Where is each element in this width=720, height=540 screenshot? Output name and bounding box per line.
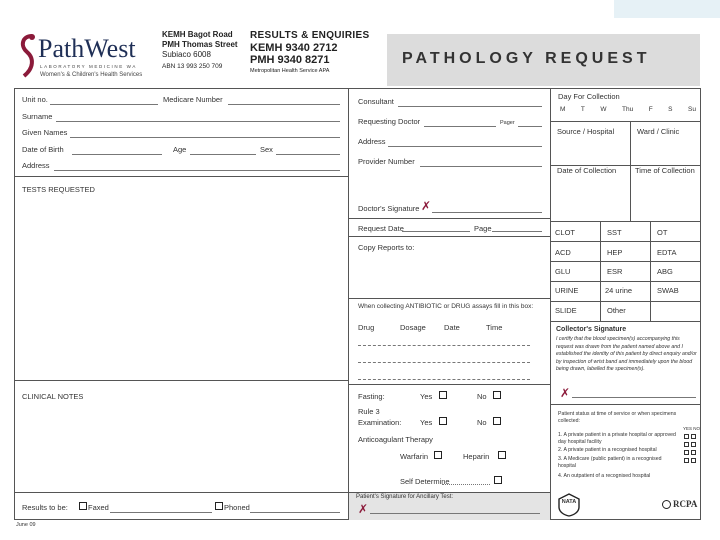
ancillary-sign-x-icon: ✗ <box>358 502 369 516</box>
logo-subtitle: Women's & Children's Health Services <box>40 72 143 78</box>
age-field[interactable] <box>190 154 256 155</box>
nata-logo <box>558 493 580 517</box>
antibiotic-row-3[interactable] <box>358 379 530 380</box>
tube-grid <box>550 221 701 321</box>
ancillary-signature-label: Patient's Signature for Ancillary Test: <box>356 494 454 500</box>
tube-abg[interactable]: ABG <box>657 267 673 276</box>
sex-label: Sex <box>260 145 273 154</box>
logo-brand: PathWest <box>38 34 136 63</box>
antibiotic-col-dosage: Dosage <box>400 323 426 332</box>
patient-status-item-4: 4. An outpatient of a recognised hospital <box>558 473 651 479</box>
tests-requested-label: TESTS REQUESTED <box>22 185 95 194</box>
tube-row-divider-4 <box>550 301 701 302</box>
self-determine-field[interactable] <box>442 484 490 485</box>
faxed-label: Faxed <box>88 503 109 512</box>
address-line3: Subiaco 6008 <box>162 50 211 59</box>
status-3-no-checkbox[interactable] <box>691 450 696 455</box>
tube-col-divider-1 <box>600 221 601 321</box>
examination-label: Examination: <box>358 418 402 427</box>
ancillary-signature-field[interactable] <box>370 513 540 514</box>
rcpa-logo <box>662 497 698 513</box>
request-date-label: Request Date <box>358 224 404 233</box>
exam-no-label: No <box>477 418 487 427</box>
tube-urine[interactable]: URINE <box>555 286 579 295</box>
status-3-yes-checkbox[interactable] <box>684 450 689 455</box>
tube-edta[interactable]: EDTA <box>657 248 677 257</box>
address-line2: PMH Thomas Street <box>162 40 238 49</box>
antibiotic-heading: When collecting ANTIBIOTIC or DRUG assays fill in this box: <box>358 303 534 310</box>
unit-no-label: Unit no. <box>22 95 48 104</box>
dob-field[interactable] <box>72 154 162 155</box>
enquiries-footer: Metropolitan Health Service APA <box>250 68 330 74</box>
patient-status-item-1: 1. A private patient in a private hospital or approved day hospital facility <box>558 432 676 445</box>
enquiries-pmh: PMH 9340 8271 <box>250 54 330 66</box>
time-of-collection-label[interactable]: Time of Collection <box>635 166 695 175</box>
ward-clinic-label[interactable]: Ward / Clinic <box>637 127 680 136</box>
tube-esr[interactable]: ESR <box>607 267 623 276</box>
fasting-yes-checkbox[interactable] <box>439 391 447 399</box>
rule-fasting-top <box>348 384 550 385</box>
copy-reports-label: Copy Reports to: <box>358 243 415 252</box>
rule-tests-bottom <box>14 380 348 381</box>
day-su[interactable]: Su <box>687 106 696 113</box>
doctor-signature-field[interactable] <box>432 212 542 213</box>
status-2-yes-checkbox[interactable] <box>684 442 689 447</box>
doctor-address-label: Address <box>358 137 386 146</box>
fasting-yes-label: Yes <box>420 392 433 401</box>
rule-notes-bottom <box>14 492 348 493</box>
tube-ot[interactable]: OT <box>657 228 668 237</box>
self-determine-checkbox[interactable] <box>494 476 502 484</box>
source-hospital-label[interactable]: Source / Hospital <box>557 127 615 136</box>
heparin-label: Heparin <box>463 452 490 461</box>
logo-tagline: LABORATORY MEDICINE WA <box>40 64 137 69</box>
consultant-field[interactable] <box>398 106 542 107</box>
tube-sst[interactable]: SST <box>607 228 622 237</box>
status-1-yes-checkbox[interactable] <box>684 434 689 439</box>
phoned-field[interactable] <box>250 512 340 513</box>
day-w[interactable]: W <box>600 106 607 113</box>
fasting-label: Fasting: <box>358 392 385 401</box>
status-4-yes-checkbox[interactable] <box>684 458 689 463</box>
status-2-no-checkbox[interactable] <box>691 442 696 447</box>
date-of-collection-label[interactable]: Date of Collection <box>557 166 617 175</box>
doctor-sign-x-icon: ✗ <box>421 199 432 213</box>
tube-clot[interactable]: CLOT <box>555 228 576 237</box>
logo-mark-icon <box>18 32 36 82</box>
day-s[interactable]: S <box>668 106 673 113</box>
abn: ABN 13 993 250 709 <box>162 63 223 70</box>
unit-no-field[interactable] <box>50 104 158 105</box>
address-label: Address <box>22 161 50 170</box>
requesting-doctor-field[interactable] <box>424 126 496 127</box>
patient-status-heading: Patient status at time of service or when specimens collected: <box>558 411 677 424</box>
page-label: Page <box>474 224 492 233</box>
phoned-label: Phoned <box>224 503 250 512</box>
medicare-field[interactable] <box>228 104 340 105</box>
antibiotic-col-time: Time <box>486 323 503 332</box>
results-to-be-label: Results to be: <box>22 503 68 512</box>
patient-status-yes-no: YES NO <box>683 426 701 431</box>
tube-swab[interactable]: SWAB <box>657 286 679 295</box>
dob-label: Date of Birth <box>22 145 64 154</box>
rcpa-emblem-icon <box>662 500 671 509</box>
address-line1: KEMH Bagot Road <box>162 30 233 39</box>
status-4-no-checkbox[interactable] <box>691 458 696 463</box>
tube-row-divider-3 <box>550 281 701 282</box>
nata-label: NATA <box>561 499 577 505</box>
tube-acd[interactable]: ACD <box>555 248 571 257</box>
rule-copy-top <box>348 236 550 237</box>
day-m[interactable]: M <box>560 106 566 113</box>
heparin-checkbox[interactable] <box>498 451 506 459</box>
patient-status-item-3: 3. A Medicare (public patient) in a recognised hospital <box>558 456 662 469</box>
rule-antibiotic-top <box>348 298 550 299</box>
faxed-checkbox[interactable] <box>79 502 87 510</box>
enquiries-title: RESULTS & ENQUIRIES <box>250 30 370 41</box>
sex-field[interactable] <box>276 154 340 155</box>
divider-source-ward <box>630 121 631 165</box>
doctor-signature-label: Doctor's Signature <box>358 204 420 213</box>
tube-slide[interactable]: SLIDE <box>555 306 577 315</box>
exam-yes-label: Yes <box>420 418 433 427</box>
given-names-field[interactable] <box>70 137 340 138</box>
anticoag-label: Anticoagulant Therapy <box>358 435 433 444</box>
day-thu[interactable]: Thu <box>622 106 634 113</box>
patient-address-field[interactable] <box>54 170 340 171</box>
days-row <box>560 106 696 113</box>
divider-collection <box>630 165 631 221</box>
rule-patient-bottom <box>14 176 348 177</box>
exam-yes-checkbox[interactable] <box>439 417 447 425</box>
address-block <box>162 30 248 72</box>
tube-row-divider-5 <box>550 321 701 322</box>
tube-hep[interactable]: HEP <box>607 248 623 257</box>
given-names-label: Given Names <box>22 128 68 137</box>
tube-row-divider-1 <box>550 241 701 242</box>
rule3-label: Rule 3 <box>358 407 380 416</box>
enquiries-kemh: KEMH 9340 2712 <box>250 42 338 54</box>
provider-number-field[interactable] <box>420 166 542 167</box>
collector-sign-x-icon: ✗ <box>560 386 571 400</box>
day-for-collection-label: Day For Collection <box>558 92 620 101</box>
pager-field[interactable] <box>518 126 542 127</box>
antibiotic-col-date: Date <box>444 323 460 332</box>
antibiotic-row-1[interactable] <box>358 345 530 346</box>
divider-left <box>348 88 349 520</box>
page-field[interactable] <box>492 231 542 232</box>
warfarin-checkbox[interactable] <box>434 451 442 459</box>
phoned-checkbox[interactable] <box>215 502 223 510</box>
tube-24-urine[interactable]: 24 urine <box>605 286 633 295</box>
medicare-label: Medicare Number <box>163 95 223 104</box>
exam-no-checkbox[interactable] <box>493 417 501 425</box>
self-determine-label: Self Determine <box>400 477 450 486</box>
collector-signature-field[interactable] <box>572 397 696 398</box>
clinical-notes-label: CLINICAL NOTES <box>22 392 84 401</box>
doctor-address-field[interactable] <box>388 146 542 147</box>
faxed-field[interactable] <box>110 512 212 513</box>
consultant-label: Consultant <box>358 97 394 106</box>
status-1-no-checkbox[interactable] <box>691 434 696 439</box>
tube-col-divider-2 <box>650 221 651 321</box>
enquiries-block <box>250 30 386 74</box>
tube-glu[interactable]: GLU <box>555 267 571 276</box>
provider-number-label: Provider Number <box>358 157 415 166</box>
tube-other[interactable]: Other <box>607 306 626 315</box>
surname-field[interactable] <box>56 121 340 122</box>
corner-tab <box>614 0 720 18</box>
day-t[interactable]: T <box>580 106 585 113</box>
logo <box>18 30 158 88</box>
age-label: Age <box>173 145 187 154</box>
antibiotic-col-drug: Drug <box>358 323 375 332</box>
day-f[interactable]: F <box>648 106 653 113</box>
status-checkboxes <box>684 434 698 466</box>
requesting-doctor-label: Requesting Doctor <box>358 117 421 126</box>
rule-source-top <box>550 121 701 122</box>
patient-status-item-2: 2. A private patient in a recognised hospital <box>558 447 657 453</box>
warfarin-label: Warfarin <box>400 452 429 461</box>
tube-row-divider-2 <box>550 261 701 262</box>
form-title: PATHOLOGY REQUEST <box>402 50 651 67</box>
rcpa-label: RCPA <box>673 499 698 509</box>
collector-title: Collector's Signature <box>556 326 627 333</box>
fasting-no-label: No <box>477 392 487 401</box>
rule-request-date-top <box>348 218 550 219</box>
collector-text: I certify that the blood specimen(s) accompanying this request was drawn from the patient named above and I established the identity of this patient by direct enquiry and/or by inspection of wrist band and immediately upon the blood being drawn, labelled the specimen(s). <box>556 336 697 373</box>
fasting-no-checkbox[interactable] <box>493 391 501 399</box>
form-code: June 09 <box>16 522 36 528</box>
pager-label: Pager <box>500 120 515 126</box>
surname-label: Surname <box>22 112 53 121</box>
antibiotic-row-2[interactable] <box>358 362 530 363</box>
rule-status-top <box>550 404 701 405</box>
request-date-field[interactable] <box>402 231 470 232</box>
